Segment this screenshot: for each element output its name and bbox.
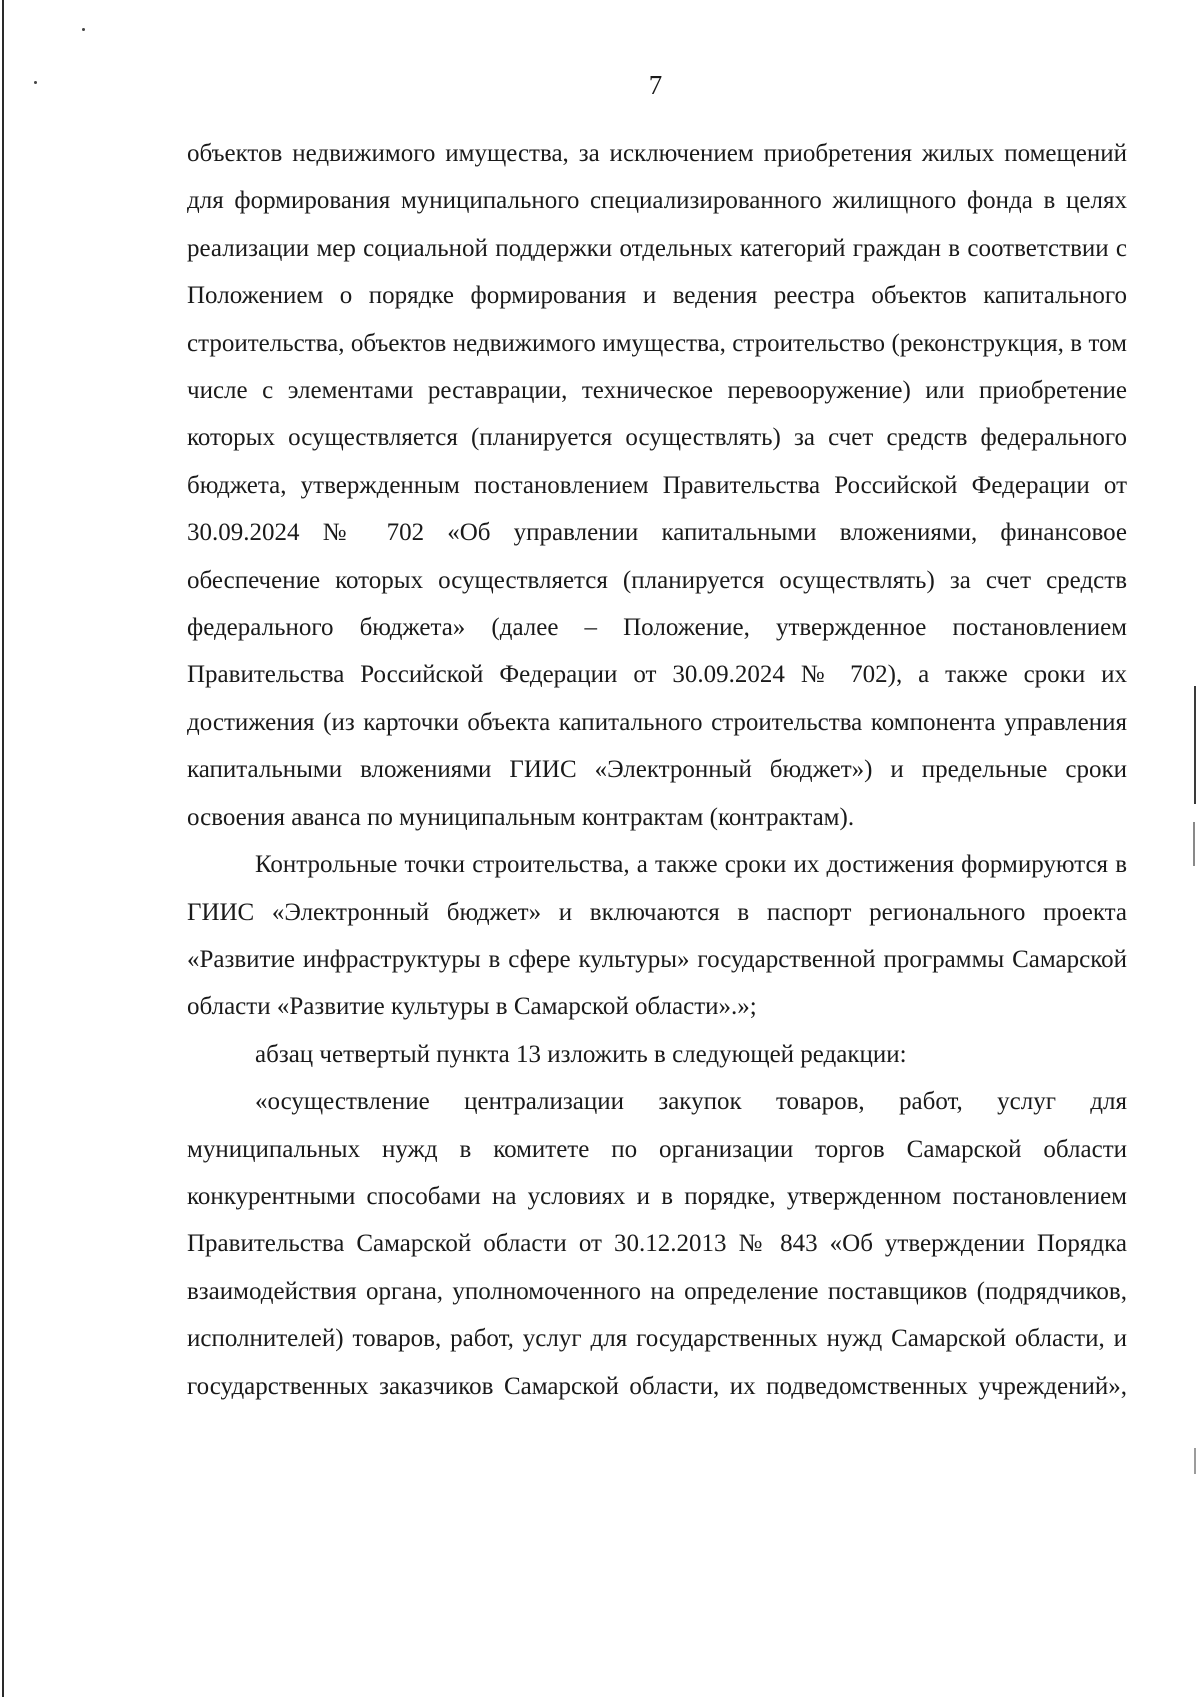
paragraph: «осуществление централизации закупок товаров, работ, услуг для муниципальных нужд в комитете по организации торгов Самарской области конкурентными способами на условиях и в порядке, утвержденном постановлением Правительства Самарской области от 30.12.2013 № 843 «Об утверждении Порядка взаимодействия органа, уполномоченного на определение поставщиков (подрядчиков, исполнителей) товаров, работ, услуг для государственных нужд Самарской области, и государственных заказчиков Самарской области, их подведомственных учреждений»,: [187, 1088, 1127, 1400]
document-body: [187, 130, 1127, 1410]
scan-edge-mark: [1194, 686, 1196, 804]
paragraph: объектов недвижимого имущества, за исключением приобретения жилых помещений для формирования муниципального специализированного жилищного фонда в целях реализации мер социальной поддержки отдельных категорий граждан в соответствии с Положением о порядке формирования и ведения реестра объектов капитального строительства, объектов недвижимого имущества, строительство (реконструкция, в том числе с элементами реставрации, техническое перевооружение) или приобретение которых осуществляется (планируется осуществлять) за счет средств федерального бюджета, утвержденным постановлением Правительства Российской Федерации от 30.09.2024 № 702 «Об управлении капитальными вложениями, финансовое обеспечение которых осуществляется (планируется осуществлять) за счет средств федерального бюджета» (далее – Положение, утвержденное постановлением Правительства Российской Федерации от 30.09.2024 № 702), а также сроки их достижения (из карточки объекта капитального строительства компонента управления капитальными вложениями ГИИС «Электронный бюджет») и предельные сроки освоения аванса по муниципальным контрактам (контрактам).: [187, 140, 1127, 831]
scan-speck: [82, 28, 85, 31]
paragraph: Контрольные точки строительства, а также сроки их достижения формируются в ГИИС «Электронный бюджет» и включаются в паспорт регионального проекта «Развитие инфраструктуры в сфере культуры» государственной программы Самарской области «Развитие культуры в Самарской области».»;: [187, 851, 1127, 1021]
scan-edge-mark: [1193, 822, 1195, 866]
scan-edge-line: [2, 0, 4, 1697]
scan-edge-mark: [1194, 1448, 1196, 1474]
paragraph: абзац четвертый пункта 13 изложить в следующей редакции:: [255, 1040, 907, 1068]
page-number: 7: [648, 70, 663, 100]
